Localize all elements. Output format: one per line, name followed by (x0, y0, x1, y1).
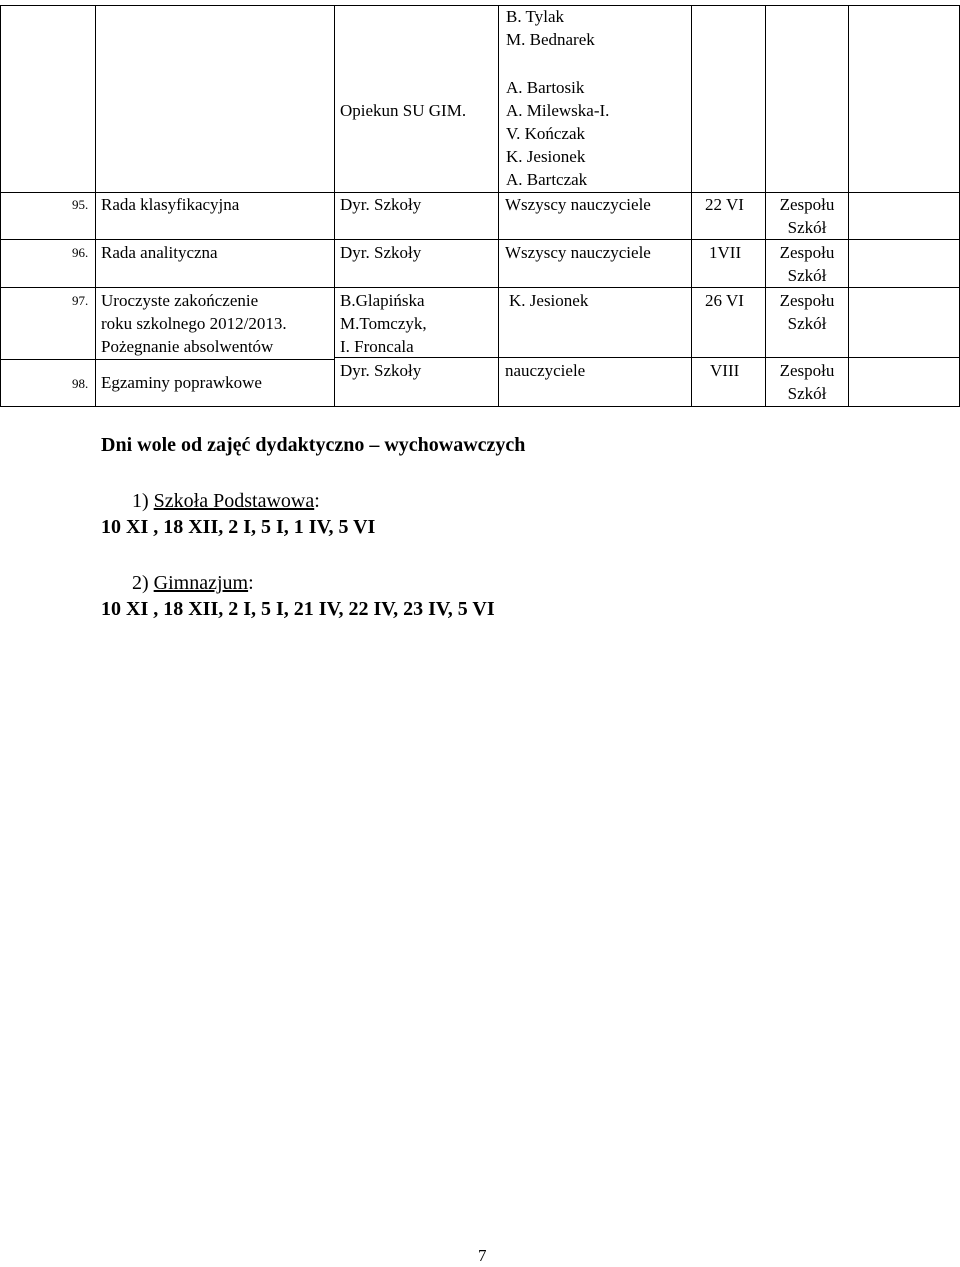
list-marker: 1) (132, 490, 149, 512)
member-name: A. Milewska-I. (506, 101, 610, 120)
members-list-b (506, 76, 609, 191)
place-line: Szkół (787, 384, 827, 403)
col-line (498, 5, 499, 407)
col-line (691, 5, 692, 407)
event-date: 1VII (709, 243, 742, 262)
row-divider (0, 359, 334, 360)
list-marker: 2) (132, 572, 149, 594)
event-line: Pożegnanie absolwentów (101, 337, 274, 356)
row-divider (0, 287, 960, 288)
place-line: Szkół (787, 266, 827, 285)
place-line: Zespołu (779, 195, 835, 214)
members-list-a (506, 5, 595, 51)
row-divider (334, 357, 960, 358)
responsible-line: M.Tomczyk, (340, 314, 427, 333)
colon: : (248, 572, 254, 594)
place-line: Szkół (787, 314, 827, 333)
participants: Wszyscy nauczyciele (505, 243, 651, 262)
place-line: Szkół (787, 218, 827, 237)
member-name: A. Bartosik (506, 78, 585, 97)
days-off-item-label (132, 488, 320, 514)
col-line (848, 5, 849, 407)
event-place (766, 241, 848, 287)
event-name: Egzaminy poprawkowe (101, 373, 262, 392)
row-number: 95. (72, 197, 89, 212)
participants: Wszyscy nauczyciele (505, 195, 651, 214)
event-place (766, 289, 848, 335)
row-number: 98. (72, 376, 89, 391)
school-name: Gimnazjum (153, 572, 249, 594)
place-line: Zespołu (779, 361, 835, 380)
row-divider (0, 239, 960, 240)
responsible: Dyr. Szkoły (340, 195, 422, 214)
school-name: Szkoła Podstawowa (153, 490, 315, 512)
event-date: 26 VI (705, 291, 744, 310)
days-off-item-label (132, 570, 254, 596)
row-number: 97. (72, 293, 89, 308)
event-name: Rada klasyfikacyjna (101, 195, 240, 214)
responsible: Dyr. Szkoły (340, 361, 422, 380)
colon: : (314, 490, 320, 512)
days-off-dates: 10 XI , 18 XII, 2 I, 5 I, 1 IV, 5 VI (101, 516, 376, 538)
place-line: Zespołu (779, 291, 835, 310)
place-line: Zespołu (779, 243, 835, 262)
col-line (334, 5, 335, 407)
responsible (340, 289, 427, 358)
member-name: K. Jesionek (506, 147, 586, 166)
event-line: roku szkolnego 2012/2013. (101, 314, 287, 333)
member-name: V. Kończak (506, 124, 585, 143)
event-date: VIII (710, 361, 740, 380)
responsible: Dyr. Szkoły (340, 243, 422, 262)
event-place (766, 193, 848, 239)
responsible-line: I. Froncala (340, 337, 414, 356)
table-border-bottom (0, 406, 960, 407)
event-date: 22 VI (705, 195, 744, 214)
participants: nauczyciele (505, 361, 586, 380)
col-line (0, 5, 1, 407)
days-off-heading: Dni wole od zajęć dydaktyczno – wychowawczych (101, 434, 526, 456)
event-name (96, 289, 334, 358)
participants: K. Jesionek (509, 291, 589, 310)
role-label: Opiekun SU GIM. (340, 101, 467, 120)
member-name: A. Bartczak (506, 170, 588, 189)
member-name: B. Tylak (506, 7, 564, 26)
event-line: Uroczyste zakończenie (101, 291, 259, 310)
row-number: 96. (72, 245, 89, 260)
event-name: Rada analityczna (101, 243, 218, 262)
page-number: 7 (478, 1246, 487, 1265)
responsible-line: B.Glapińska (340, 291, 425, 310)
days-off-dates: 10 XI , 18 XII, 2 I, 5 I, 21 IV, 22 IV, 23 IV, 5 VI (101, 598, 495, 620)
event-place (766, 359, 848, 405)
member-name: M. Bednarek (506, 30, 595, 49)
table-border-top (0, 5, 960, 6)
